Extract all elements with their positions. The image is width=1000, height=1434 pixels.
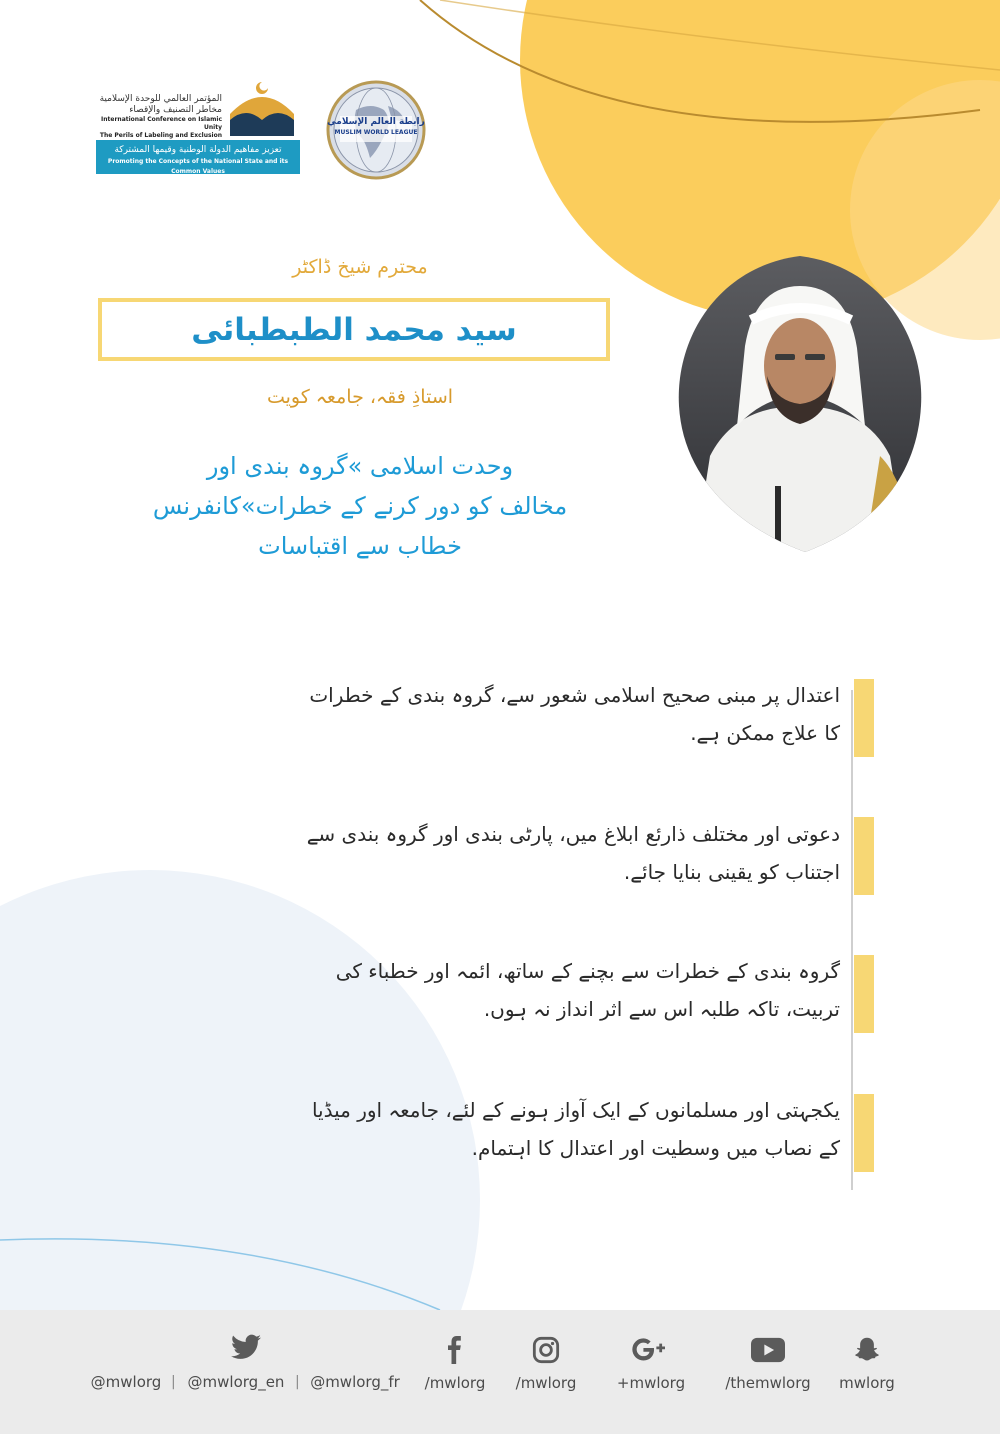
- twitter-handle-label[interactable]: @mwlorg_en: [187, 1373, 285, 1391]
- conference-subtitle-ar: مخاطر التصنيف والإقصاء: [129, 105, 222, 115]
- honorific: محترم شیخ ڈاکٹر: [292, 256, 428, 278]
- snapchat-handle[interactable]: mwlorg: [839, 1374, 895, 1392]
- facebook-handle[interactable]: /mwlorg: [424, 1374, 486, 1392]
- quote-item: [130, 952, 840, 1028]
- quote-line: تربیت، تاکہ طلبہ اس سے اثر انداز نہ ہوں.: [483, 997, 840, 1021]
- quote-line: یکجہتی اور مسلمانوں کے ایک آواز ہونے کے لئے، جامعہ اور میڈیا: [311, 1098, 840, 1122]
- speaker-name: سید محمد الطبطبائی: [191, 311, 517, 348]
- speech-title-line: وحدت اسلامی »گروہ بندی اور: [206, 452, 514, 480]
- quote-marker: [854, 679, 874, 757]
- speaker-portrait: [675, 256, 925, 552]
- quotes-vertical-rule: [851, 690, 853, 1190]
- separator: |: [295, 1374, 300, 1390]
- quote-item: [130, 1091, 840, 1167]
- youtube-handle[interactable]: /themwlorg: [725, 1374, 811, 1392]
- youtube-link[interactable]: [713, 1336, 823, 1392]
- quote-item: [130, 676, 840, 752]
- mosque-dome-icon: [226, 76, 298, 138]
- youtube-icon[interactable]: [751, 1336, 785, 1364]
- quote-marker: [854, 955, 874, 1033]
- instagram-handle[interactable]: /mwlorg: [515, 1374, 577, 1392]
- googleplus-handle[interactable]: +mwlorg: [616, 1374, 686, 1392]
- conference-band-en: Promoting the Concepts of the National State and its Common Values: [107, 158, 289, 175]
- quote-marker: [854, 817, 874, 895]
- speaker-name-box: [98, 298, 610, 361]
- twitter-handle-label[interactable]: @mwlorg: [90, 1373, 162, 1391]
- facebook-icon[interactable]: [441, 1336, 469, 1364]
- mwl-logo-text: [326, 116, 426, 137]
- conference-band-ar: تعزيز مفاهيم الدولة الوطنية وقيمها المشتركة: [114, 145, 282, 155]
- googleplus-link[interactable]: [596, 1336, 706, 1392]
- mwl-name-ar: رابطة العالم الإسلامي: [327, 117, 425, 127]
- quote-line: دعوتی اور مختلف ذارئع ابلاغ میں، پارٹی بندی اور گروہ بندی سے: [306, 822, 840, 846]
- speech-title-line: مخالف کو دور کرنے کے خطرات»کانفرنس: [152, 492, 568, 520]
- conference-logo-text: [96, 94, 222, 140]
- mwl-name-en: MUSLIM WORLD LEAGUE: [334, 129, 418, 136]
- twitter-handle-label[interactable]: @mwlorg_fr: [310, 1373, 400, 1391]
- quote-line: کے نصاب میں وسطیت اور اعتدال کا اہتمام.: [471, 1136, 840, 1160]
- instagram-icon[interactable]: [532, 1336, 560, 1364]
- instagram-link[interactable]: [491, 1336, 601, 1392]
- separator: |: [171, 1374, 176, 1390]
- twitter-handle-fr[interactable]: [300, 1336, 410, 1391]
- quote-line: کا علاج ممکن ہے.: [690, 721, 840, 745]
- google-plus-icon[interactable]: [631, 1336, 671, 1364]
- quote-line: اعتدال پر مبنی صحیح اسلامی شعور سے، گروہ بندی کے خطرات: [309, 683, 840, 707]
- snapchat-icon[interactable]: [853, 1336, 881, 1364]
- quote-line: اجتناب کو یقینی بنایا جائے.: [623, 860, 840, 884]
- twitter-handle-main[interactable]: [71, 1336, 181, 1391]
- conference-logo: [96, 76, 301, 174]
- speech-title-line: خطاب سے اقتباسات: [258, 532, 462, 560]
- speaker-affiliation: استاذِ فقہ، جامعہ کویت: [266, 386, 454, 408]
- snapchat-link[interactable]: [812, 1336, 922, 1392]
- conference-subtitle-en: The Perils of Labeling and Exclusion: [99, 132, 222, 139]
- conference-title-ar: المؤتمر العالمي للوحدة الإسلامية: [99, 94, 222, 104]
- quote-line: گروہ بندی کے خطرات سے بچنے کے ساتھ، ائمہ اور خطباء کی: [335, 959, 840, 983]
- conference-band: [96, 140, 300, 174]
- speech-title: [90, 446, 630, 566]
- quote-marker: [854, 1094, 874, 1172]
- quote-item: [130, 815, 840, 891]
- twitter-handle-en[interactable]: [180, 1336, 292, 1391]
- conference-title-en: International Conference on Islamic Unity: [101, 116, 222, 131]
